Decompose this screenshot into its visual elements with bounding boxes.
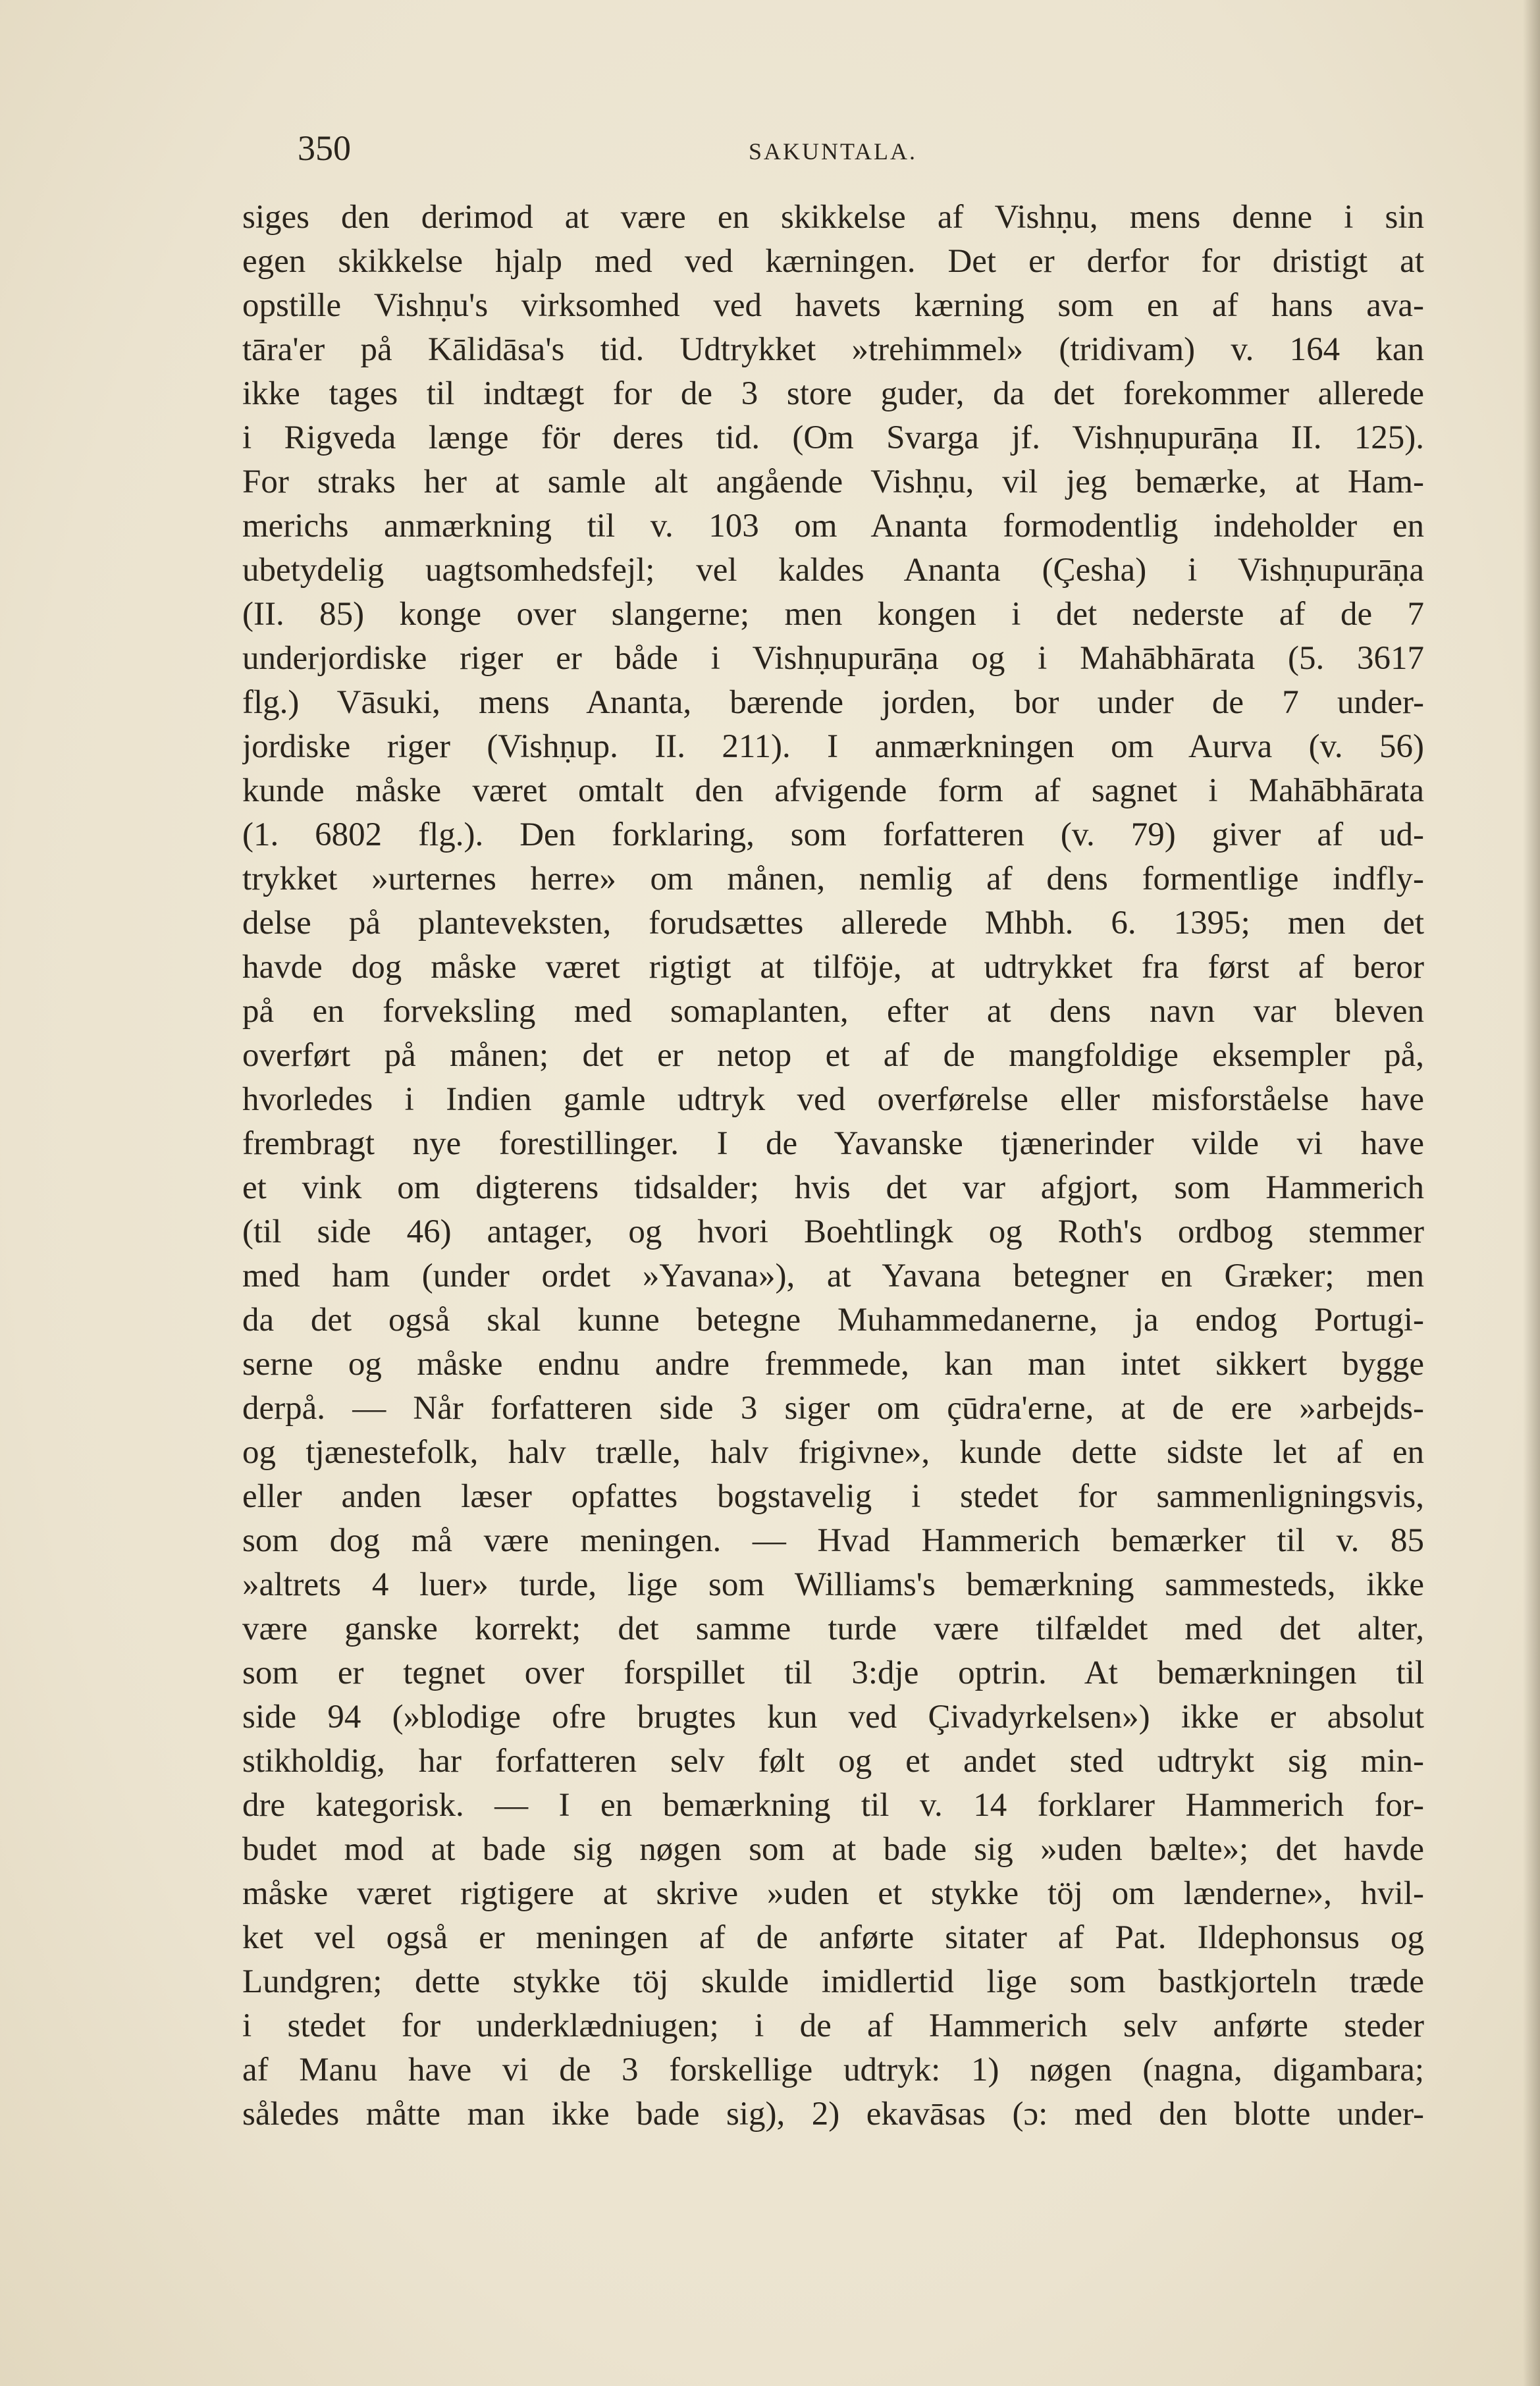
text-line: budet mod at bade sig nøgen som at bade sig »uden bælte»; det havde — [242, 1831, 1424, 1868]
text-line: (1. 6802 flg.). Den forklaring, som forfatteren (v. 79) giver af ud- — [242, 816, 1424, 853]
text-line: jordiske riger (Vishṇup. II. 211). I anmærkningen om Aurva (v. 56) — [242, 728, 1424, 765]
text-line: da det også skal kunne betegne Muhammedanerne, ja endog Portugi- — [242, 1302, 1424, 1339]
text-line: serne og måske endnu andre fremmede, kan man intet sikkert bygge — [242, 1346, 1424, 1383]
text-line: således måtte man ikke bade sig), 2) ekavāsas (ɔ: med den blotte under- — [242, 2096, 1424, 2133]
text-line: (II. 85) konge over slangerne; men kongen i det nederste af de 7 — [242, 596, 1424, 633]
text-line: opstille Vishṇu's virksomhed ved havets kærning som en af hans ava- — [242, 287, 1424, 324]
text-line: af Manu have vi de 3 forskellige udtryk: 1) nøgen (nagna, digambara; — [242, 2052, 1424, 2088]
text-line: i Rigveda længe för deres tid. (Om Svarga jf. Vishṇupurāṇa II. 125). — [242, 419, 1424, 456]
text-line: stikholdig, har forfatteren selv følt og et andet sted udtrykt sig min- — [242, 1743, 1424, 1780]
text-line: være ganske korrekt; det samme turde være tilfældet med det alter, — [242, 1610, 1424, 1647]
text-line: Lundgren; dette stykke töj skulde imidlertid lige som bastkjorteln træde — [242, 1963, 1424, 2000]
page-number: 350 — [298, 128, 351, 168]
text-line: frembragt nye forestillinger. I de Yavanske tjænerinder vilde vi have — [242, 1125, 1424, 1162]
text-line: og tjænestefolk, halv trælle, halv frigivne», kunde dette sidste let af en — [242, 1434, 1424, 1471]
text-line: som er tegnet over forspillet til 3:dje optrin. At bemærkningen til — [242, 1655, 1424, 1691]
text-line: kunde måske været omtalt den afvigende form af sagnet i Mahābhārata — [242, 772, 1424, 809]
text-line: havde dog måske været rigtigt at tilföje, at udtrykket fra først af beror — [242, 949, 1424, 986]
text-line: delse på planteveksten, forudsættes allerede Mhbh. 6. 1395; men det — [242, 905, 1424, 941]
text-line: ikke tages til indtægt for de 3 store guder, da det forekommer allerede — [242, 375, 1424, 412]
text-line: et vink om digterens tidsalder; hvis det var afgjort, som Hammerich — [242, 1169, 1424, 1206]
text-line: eller anden læser opfattes bogstavelig i stedet for sammenligningsvis, — [242, 1478, 1424, 1515]
text-line: (til side 46) antager, og hvori Boehtlingk og Roth's ordbog stemmer — [242, 1213, 1424, 1250]
text-line: side 94 (»blodige ofre brugtes kun ved Çivadyrkelsen») ikke er absolut — [242, 1699, 1424, 1736]
text-line: måske været rigtigere at skrive »uden et stykke töj om lænderne», hvil- — [242, 1875, 1424, 1912]
text-line: siges den derimod at være en skikkelse af Vishṇu, mens denne i sin — [242, 199, 1424, 236]
running-head: SAKUNTALA. — [748, 138, 918, 165]
text-line: flg.) Vāsuki, mens Ananta, bærende jorden, bor under de 7 under- — [242, 684, 1424, 721]
text-line: med ham (under ordet »Yavana»), at Yavana betegner en Græker; men — [242, 1258, 1424, 1294]
text-line: i stedet for underklædniugen; i de af Hammerich selv anførte steder — [242, 2007, 1424, 2044]
text-line: hvorledes i Indien gamle udtryk ved overførelse eller misforståelse have — [242, 1081, 1424, 1118]
text-line: som dog må være meningen. — Hvad Hammerich bemærker til v. 85 — [242, 1522, 1424, 1559]
text-line: merichs anmærkning til v. 103 om Ananta formodentlig indeholder en — [242, 508, 1424, 544]
text-line: For straks her at samle alt angående Vishṇu, vil jeg bemærke, at Ham- — [242, 464, 1424, 500]
text-line: ket vel også er meningen af de anførte sitater af Pat. Ildephonsus og — [242, 1919, 1424, 1956]
body-text — [242, 196, 1424, 2136]
text-line: på en forveksling med somaplanten, efter at dens navn var bleven — [242, 993, 1424, 1030]
page-header — [244, 125, 1422, 184]
text-line: underjordiske riger er både i Vishṇupurāṇa og i Mahābhārata (5. 3617 — [242, 640, 1424, 677]
text-line: »altrets 4 luer» turde, lige som Williams's bemærkning sammesteds, ikke — [242, 1566, 1424, 1603]
text-line: trykket »urternes herre» om månen, nemlig af dens formentlige indfly- — [242, 861, 1424, 897]
text-line: overført på månen; det er netop et af de mangfoldige eksempler på, — [242, 1037, 1424, 1074]
text-line: egen skikkelse hjalp med ved kærningen. Det er derfor for dristigt at — [242, 243, 1424, 280]
text-line: derpå. — Når forfatteren side 3 siger om çūdra'erne, at de ere »arbejds- — [242, 1390, 1424, 1427]
text-line: ubetydelig uagtsomhedsfejl; vel kaldes Ananta (Çesha) i Vishṇupurāṇa — [242, 552, 1424, 589]
text-line: tāra'er på Kālidāsa's tid. Udtrykket »trehimmel» (tridivam) v. 164 kan — [242, 331, 1424, 368]
text-line: dre kategorisk. — I en bemærkning til v. 14 forklarer Hammerich for- — [242, 1787, 1424, 1824]
